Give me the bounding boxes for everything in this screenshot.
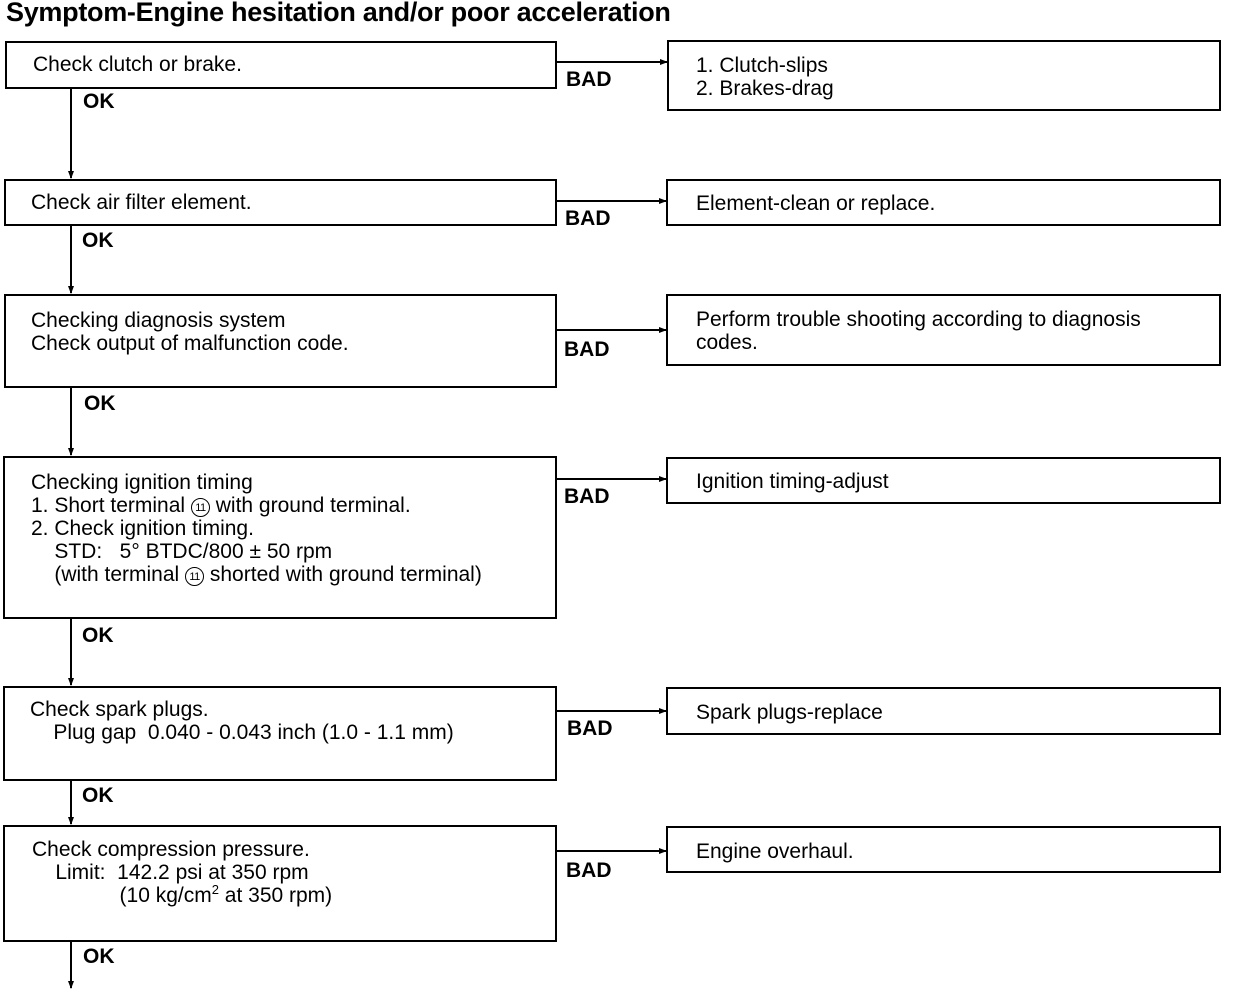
- ok-label: OK: [82, 229, 114, 252]
- page-title: Symptom-Engine hesitation and/or poor acceleration: [6, 0, 671, 27]
- remedy-text: 1. Clutch-slips: [696, 54, 828, 77]
- bad-label: BAD: [566, 68, 612, 91]
- ok-label: OK: [83, 90, 115, 113]
- bad-label: BAD: [566, 859, 612, 882]
- remedy-box-air-filter: [666, 179, 1221, 226]
- check-text: 1. Short terminal 11 with ground terminal.: [31, 494, 411, 517]
- terminal-11-circle-icon: 11: [185, 567, 204, 586]
- ok-label: OK: [83, 945, 115, 968]
- remedy-box-diagnosis-system: [666, 294, 1221, 366]
- remedy-text: codes.: [696, 331, 758, 354]
- check-text: Check air filter element.: [31, 191, 252, 214]
- bad-label: BAD: [565, 207, 611, 230]
- check-box-diagnosis-system: [4, 294, 557, 388]
- terminal-11-circle-icon: 11: [191, 498, 210, 517]
- superscript-exponent: 2: [211, 882, 219, 897]
- check-box-compression: [3, 825, 557, 942]
- remedy-box-compression: [666, 826, 1221, 873]
- remedy-text: Engine overhaul.: [696, 840, 854, 863]
- check-text: (10 $kg/cm^2$ at 350 rpm): [32, 882, 333, 907]
- remedy-text: Element-clean or replace.: [696, 192, 936, 215]
- remedy-box-spark-plugs: [666, 687, 1221, 735]
- bad-label: BAD: [564, 485, 610, 508]
- check-text: (with terminal 11 shorted with ground terminal): [31, 563, 482, 586]
- ok-label: OK: [82, 624, 114, 647]
- bad-label: BAD: [567, 717, 613, 740]
- check-text: Checking diagnosis system: [31, 309, 286, 332]
- remedy-text: 2. Brakes-drag: [696, 77, 834, 100]
- check-text: Check clutch or brake.: [33, 53, 242, 76]
- check-box-air-filter: [4, 179, 557, 226]
- check-text: Check compression pressure.: [32, 838, 310, 861]
- check-text: Check output of malfunction code.: [31, 332, 349, 355]
- check-text: Checking ignition timing: [31, 471, 253, 494]
- check-box-clutch-brake: [5, 41, 557, 89]
- remedy-text: Perform trouble shooting according to diagnosis: [696, 308, 1141, 331]
- check-box-ignition-timing: [3, 456, 557, 619]
- check-text: Plug gap 0.040 - 0.043 inch (1.0 - 1.1 mm): [30, 721, 454, 744]
- ok-label: OK: [84, 392, 116, 415]
- remedy-text: Spark plugs-replace: [696, 701, 883, 724]
- check-text: 2. Check ignition timing.: [31, 517, 254, 540]
- check-text: Check spark plugs.: [30, 698, 209, 721]
- check-box-spark-plugs: [3, 686, 557, 781]
- ok-label: OK: [82, 784, 114, 807]
- check-text: STD: 5° BTDC/800 ± 50 rpm: [31, 540, 333, 563]
- remedy-text: Ignition timing-adjust: [696, 470, 889, 493]
- check-text: Limit: 142.2 psi at 350 rpm: [32, 861, 309, 884]
- bad-label: BAD: [564, 338, 610, 361]
- remedy-box-ignition-timing: [666, 457, 1221, 504]
- remedy-box-clutch-brake: [667, 40, 1221, 111]
